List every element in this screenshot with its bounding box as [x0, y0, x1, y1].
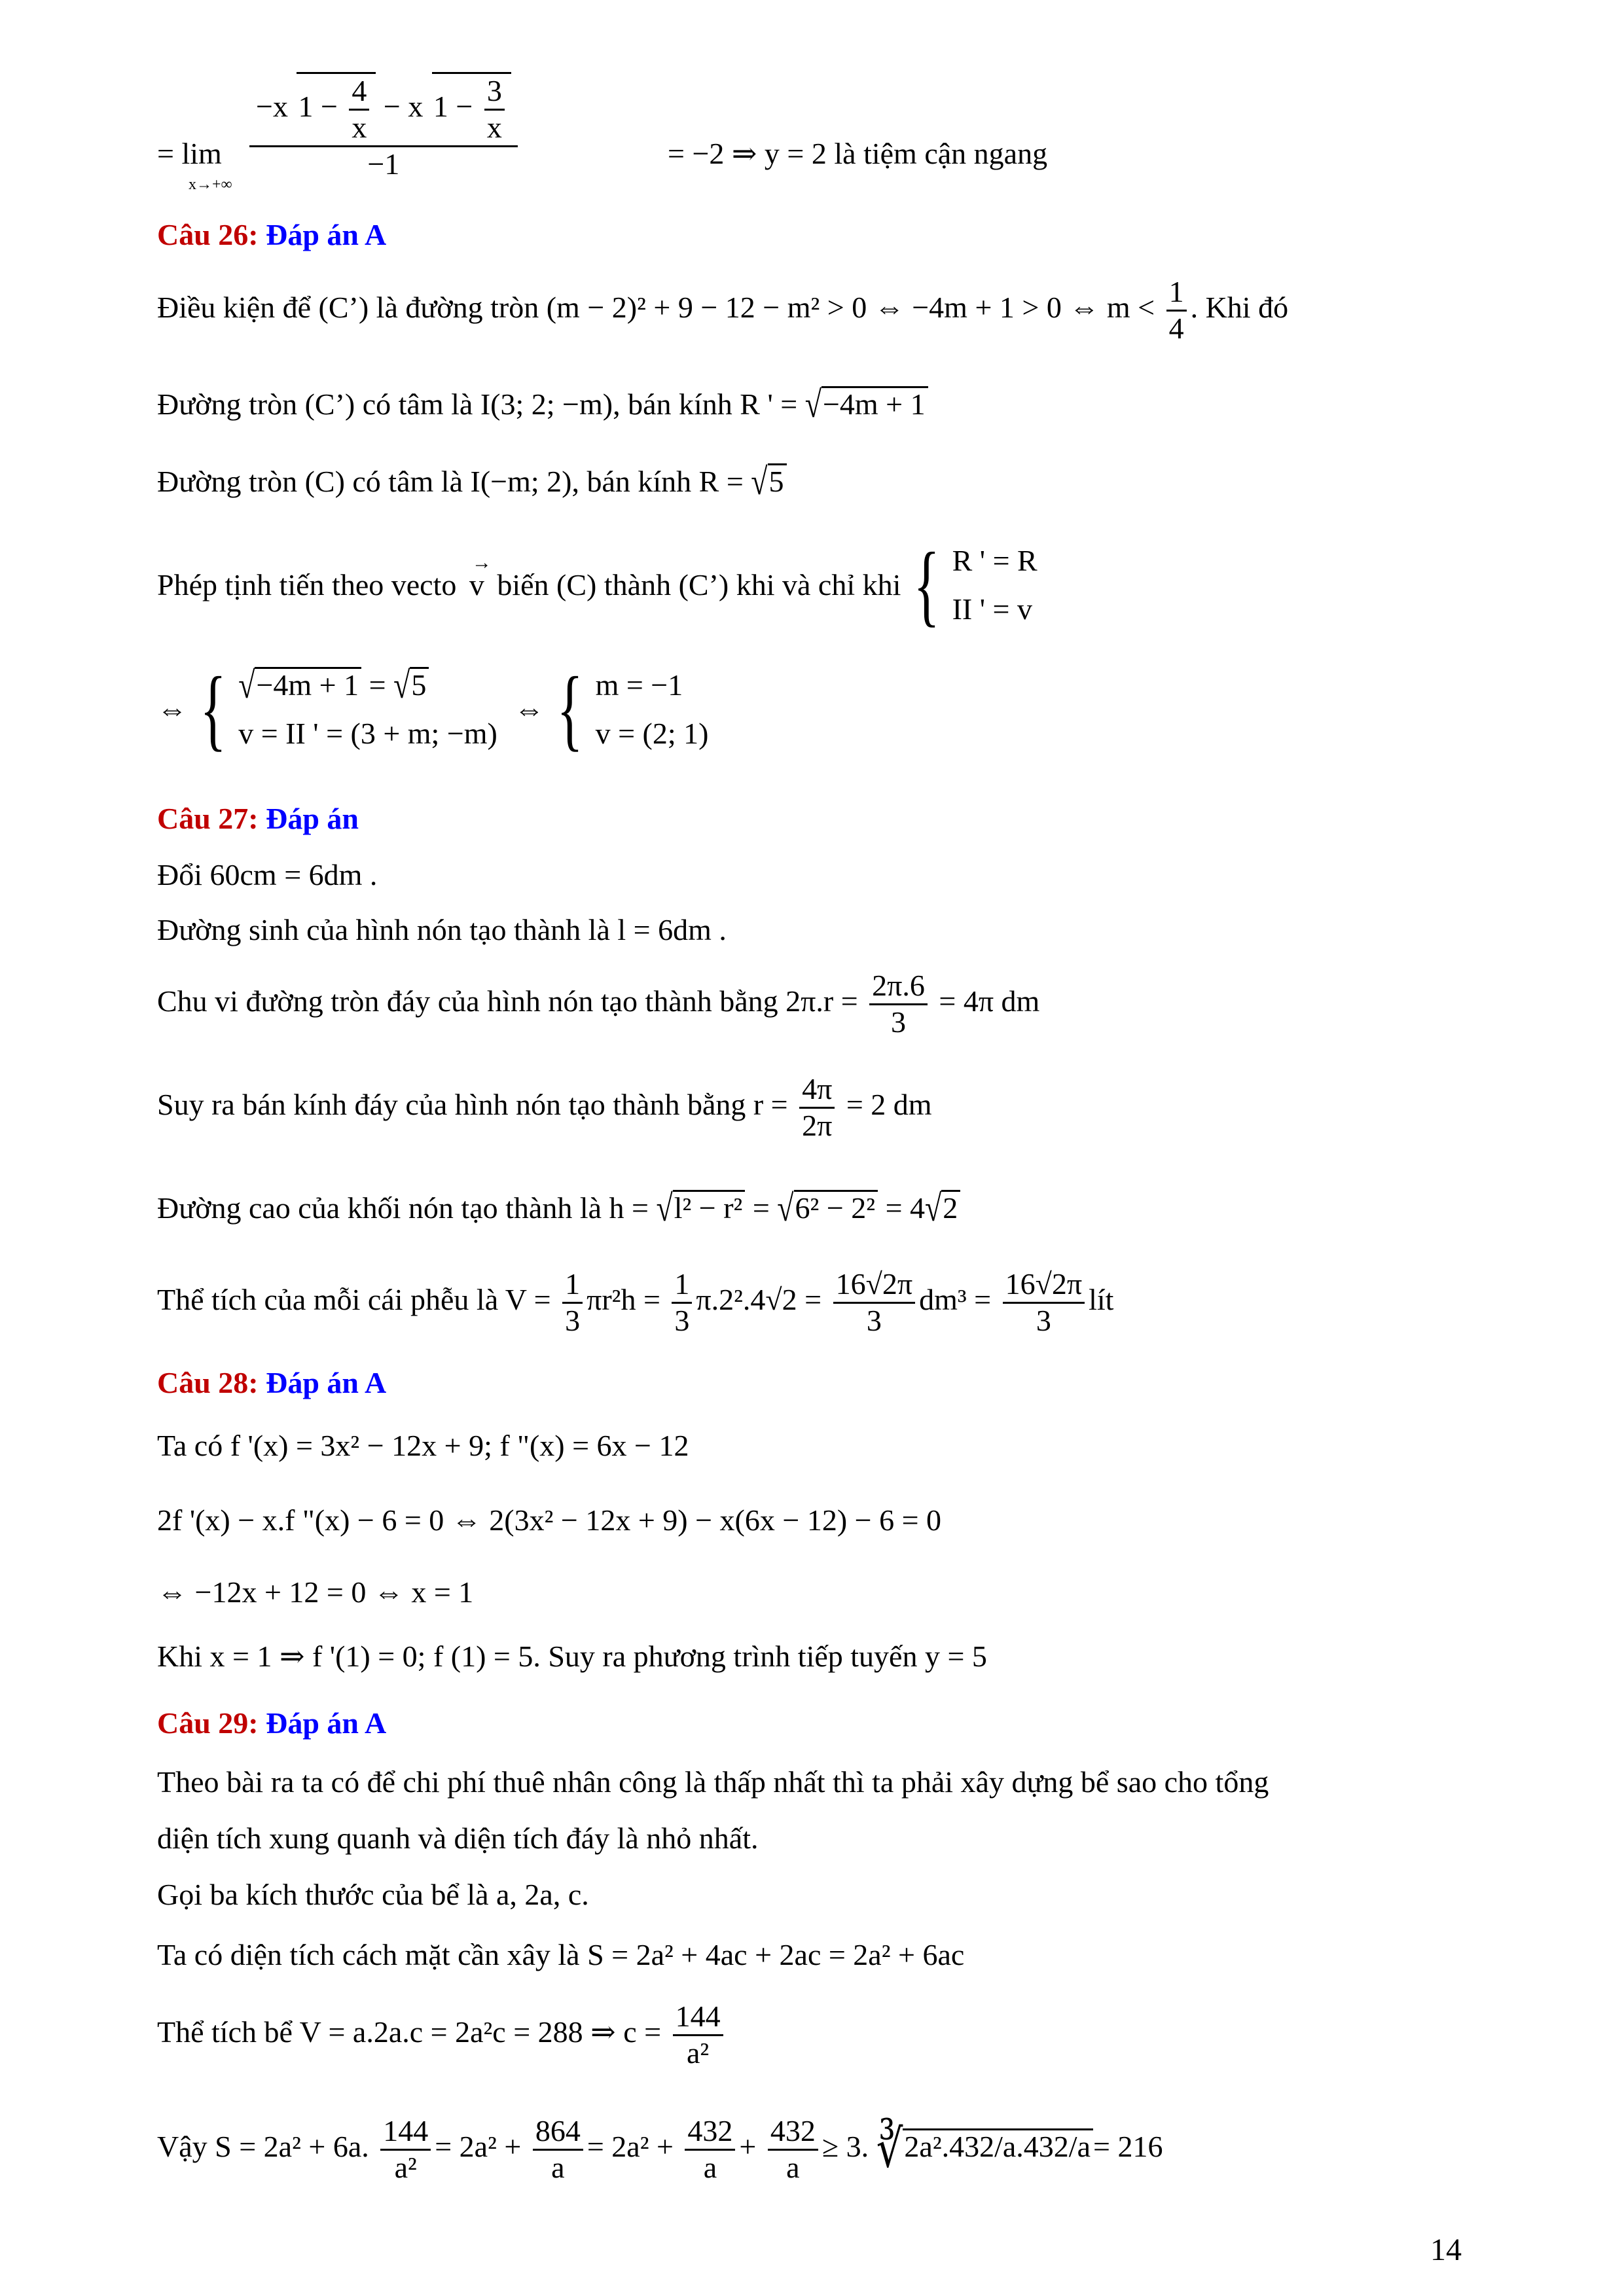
num-a: −x	[256, 89, 288, 123]
q26-l4-sys2: II ' = v	[952, 592, 1032, 626]
q26-l5-sys2: v = II ' = (3 + m; −m)	[238, 716, 497, 750]
q27-line-6	[157, 1267, 1113, 1338]
q26-l1-frac-n: 1	[1166, 275, 1187, 312]
q29-line-3: Gọi ba kích thước của bể là a, 2a, c.	[157, 1878, 589, 1911]
q27-l4-text: Suy ra bán kính đáy của hình nón tạo thành bằng r =	[157, 1087, 788, 1121]
q26-l5-equiv1: ⇔	[157, 692, 187, 726]
q29-l6-f1d: a²	[394, 2150, 417, 2184]
q26-l4-system	[952, 537, 1038, 633]
q26-l2-text: Đường tròn (C’) có tâm là	[157, 387, 473, 421]
q27-l4-d: 2π	[802, 1108, 833, 1142]
q28-line-3: ⇔ −12x + 12 = 0 ⇔ x = 1	[157, 1575, 474, 1609]
q27-l5-s1: l² − r²	[673, 1190, 746, 1225]
q27-l6-f2	[672, 1267, 692, 1338]
q27-line-3	[157, 969, 1039, 1040]
q27-l6-m1: πr²h =	[586, 1282, 660, 1316]
q27-l5-text: Đường cao của khối nón tạo thành là h =	[157, 1191, 649, 1225]
q29-l6-m1: = 2a² +	[435, 2129, 522, 2163]
q29-l6-m3: +	[739, 2129, 757, 2163]
q26-l3-sqrt: 5	[768, 463, 787, 499]
q29-l5-d: a²	[686, 2036, 710, 2070]
q29-l6-f4n: 432	[768, 2114, 818, 2151]
q26-l4-sys1: R ' = R	[952, 544, 1038, 577]
q29-l6-f4d: a	[786, 2150, 800, 2184]
q26-l4-brace: {	[913, 533, 940, 636]
limit-denominator: −1	[367, 147, 400, 181]
q29-answer: Đáp án A	[266, 1706, 387, 1740]
q27-l6-f1n: 1	[562, 1267, 583, 1304]
q28-answer: Đáp án A	[266, 1366, 387, 1399]
num-sqrt2: 1 − $\frac{3}{x}$	[432, 72, 511, 145]
q26-l5-sys4: v = (2; 1)	[595, 716, 709, 750]
q29-l6-f3n: 432	[685, 2114, 735, 2151]
q27-l6-f3n: 16√2π	[833, 1267, 915, 1304]
limit-fraction	[249, 72, 518, 182]
q27-l6-f4d: 3	[1036, 1303, 1051, 1337]
q26-l2-math: I(3; 2; −m)	[480, 387, 613, 421]
num-x2: x	[486, 110, 502, 144]
q27-line-1: Đổi 60cm = 6dm .	[157, 858, 378, 891]
q27-l3-d: 3	[891, 1005, 907, 1039]
q26-l3-r: R =	[698, 465, 744, 498]
q27-l6-m3: dm³ =	[919, 1282, 992, 1316]
q29-l6-m2: = 2a² +	[586, 2129, 674, 2163]
q27-l5-s2: 6² − 2²	[794, 1190, 878, 1225]
q29-l6-f4	[768, 2114, 818, 2185]
q27-l3-text: Chu vi đường tròn đáy của hình nón tạo thành bằng 2π.r =	[157, 984, 858, 1018]
q28-line-4: Khi x = 1 ⇒ f '(1) = 0; f (1) = 5. Suy ra phương trình tiếp tuyến y = 5	[157, 1640, 987, 1673]
q26-l4-vector-v: → v	[469, 551, 492, 601]
q29-l6-f2	[533, 2114, 583, 2185]
lim-sub: x→+∞	[189, 176, 232, 193]
q26-l5-system2	[596, 661, 709, 757]
q26-line-1	[157, 275, 1288, 346]
q27-l6-f3	[833, 1267, 915, 1338]
q27-l6-f2d: 3	[674, 1303, 690, 1337]
q26-l1-math: (m − 2)² + 9 − 12 − m² > 0 ⇔ −4m + 1 > 0 ⇔ m <	[546, 290, 1155, 324]
q26-l5-brace1: {	[199, 658, 226, 760]
q29-l6-tail: = 216	[1093, 2129, 1163, 2163]
q26-l1-text: Điều kiện để (C’) là đường tròn	[157, 290, 539, 324]
q26-l1-frac-d: 4	[1168, 311, 1184, 345]
q26-l3-mid: , bán kính	[571, 465, 692, 498]
q27-l6-f4	[1003, 1267, 1085, 1338]
q26-l5-sys3: m = −1	[595, 668, 683, 702]
q26-answer: Đáp án A	[266, 218, 387, 251]
q26-l1-tail: . Khi đó	[1190, 290, 1289, 324]
q27-l6-f1d: 3	[565, 1303, 581, 1337]
q26-line-2: Đường tròn (C’) có tâm là I(3; 2; −m), bán kính R ' = √−4m + 1	[157, 386, 928, 422]
q26-line-3: Đường tròn (C) có tâm là I(−m; 2), bán kính R = √5	[157, 463, 787, 499]
q29-l6-f2n: 864	[533, 2114, 583, 2151]
q26-label: Câu 26:	[157, 218, 259, 251]
q28-line-1: Ta có f '(x) = 3x² − 12x + 9; f "(x) = 6x − 12	[157, 1429, 689, 1462]
q27-l3-n: 2π.6	[869, 969, 928, 1005]
q26-l2-mid: , bán kính	[613, 387, 732, 421]
q29-label: Câu 29:	[157, 1706, 259, 1740]
q26-l5-equiv2: ⇔	[514, 692, 545, 726]
q29-line-4: Ta có diện tích cách mặt cần xây là S = 2a² + 4ac + 2ac = 2a² + 6ac	[157, 1938, 965, 1971]
q27-l4-n: 4π	[799, 1072, 835, 1109]
question-29-heading	[157, 1708, 386, 1738]
q26-l5-sys1c: 5	[410, 667, 429, 702]
q28-line-2: 2f '(x) − x.f "(x) − 6 = 0 ⇔ 2(3x² − 12x + 9) − x(6x − 12) − 6 = 0	[157, 1503, 942, 1537]
q29-l5-n: 144	[673, 2000, 723, 2036]
q27-l5-tail: = 4	[885, 1191, 926, 1225]
q26-l3-text: Đường tròn (C) có tâm là	[157, 465, 463, 498]
q27-l6-f3d: 3	[866, 1303, 882, 1337]
q27-l5-eq: =	[752, 1191, 770, 1225]
q27-l6-f4n: 16√2π	[1003, 1267, 1085, 1304]
num-frac1: 4	[349, 74, 369, 111]
question-26-heading	[157, 220, 386, 250]
q26-l2-r: R ' =	[740, 387, 798, 421]
q29-l5-text: Thể tích bể V = a.2a.c = 2a²c = 288 ⇒ c =	[157, 2015, 662, 2049]
q29-l6-m4: ≥ 3.	[821, 2129, 869, 2163]
q26-l3-math: I(−m; 2)	[470, 465, 572, 498]
question-28-heading	[157, 1368, 386, 1398]
num-sqrt1: 1 − $\frac{4}{x}$	[297, 72, 376, 145]
q27-l3-tail: = 4π dm	[939, 984, 1040, 1018]
q27-line-4	[157, 1072, 932, 1143]
q29-line-6: Vậy S = 2a² + 6a. $\frac{144}{\text{a²}}$ = 2a² + $\frac{864}{a}$ = 2a² + $\frac{432}{a}$ + $\frac{432}{a}$ ≥ 3. ∛2a².432/a.432/a= 216	[157, 2114, 1163, 2184]
question-27-heading	[157, 804, 359, 834]
q27-l6-tail: lít	[1089, 1282, 1114, 1316]
q26-l4-mid: biến (C) thành (C’) khi và chỉ khi	[497, 567, 901, 601]
q26-l1-frac	[1166, 275, 1187, 346]
q26-l5-brace2: {	[556, 658, 583, 760]
q26-l4-v: v	[469, 567, 484, 601]
num-frac2: 3	[484, 74, 505, 111]
q26-l5-sys1b: =	[369, 668, 386, 702]
q27-l4-tail: = 2 dm	[846, 1087, 932, 1121]
q29-l6-root: 2a².432/a.432/a	[903, 2128, 1093, 2164]
q26-line-4	[157, 533, 1038, 636]
q29-l6-text: Vậy S = 2a² + 6a.	[157, 2129, 369, 2163]
limit-tail: = −2 ⇒ y = 2 là tiệm cận ngang	[668, 137, 1048, 170]
q26-l2-sqrt: −4m + 1	[821, 386, 928, 422]
q29-l6-f2d: a	[551, 2150, 565, 2184]
q27-line-2: Đường sinh của hình nón tạo thành là l = 6dm .	[157, 913, 727, 946]
q27-l6-m2: π.2².4√2 =	[696, 1282, 822, 1316]
page-number: 14	[1430, 2233, 1462, 2267]
num-x1: x	[352, 110, 367, 144]
q27-answer: Đáp án	[266, 802, 359, 835]
q29-l6-f1	[380, 2114, 431, 2185]
limit-numerator	[249, 72, 518, 147]
lim-label: = lim	[157, 137, 222, 170]
q29-l6-f3d: a	[703, 2150, 717, 2184]
q29-l6-f1n: 144	[380, 2114, 431, 2151]
q29-line-2: diện tích xung quanh và diện tích đáy là nhỏ nhất.	[157, 1821, 759, 1855]
q27-l4-frac	[799, 1072, 835, 1143]
q26-l4-text: Phép tịnh tiến theo vecto	[157, 567, 457, 601]
q27-l6-f1	[562, 1267, 583, 1338]
q27-label: Câu 27:	[157, 802, 259, 835]
q27-l5-s3: 2	[941, 1190, 960, 1225]
q26-l5-system1: √−4m + 1 = √5 v = II ' = (3 + m; −m)	[238, 661, 497, 757]
q29-l5-frac	[673, 2000, 723, 2071]
q26-line-5	[157, 658, 709, 760]
q27-l6-f2n: 1	[672, 1267, 692, 1304]
q29-line-1: Theo bài ra ta có để chi phí thuê nhân công là thấp nhất thì ta phải xây dựng bể sao cho tổng	[157, 1765, 1269, 1799]
q27-l6-text: Thể tích của mỗi cái phễu là V =	[157, 1282, 551, 1316]
q26-l5-sys1a: −4m + 1	[255, 667, 361, 702]
q29-line-5	[157, 2000, 727, 2071]
q27-line-5: Đường cao của khối nón tạo thành là h = √l² − r² = √6² − 2² = 4√2	[157, 1190, 960, 1225]
q27-l3-frac	[869, 969, 928, 1040]
q28-label: Câu 28:	[157, 1366, 259, 1399]
num-mid: − x	[383, 89, 424, 123]
q29-l6-f3	[685, 2114, 735, 2185]
